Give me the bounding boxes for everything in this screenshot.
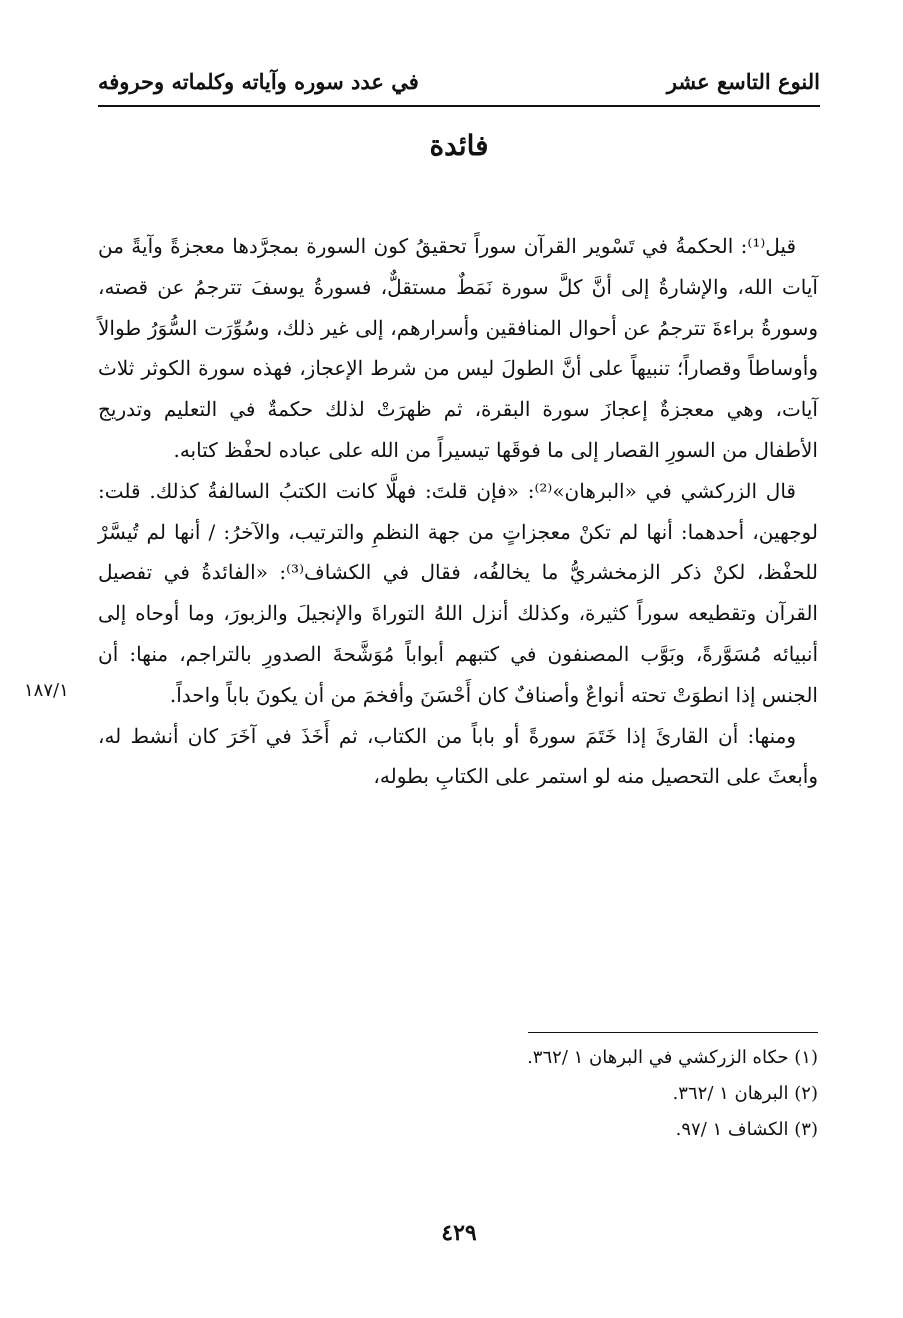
footnotes (300, 1040, 818, 1148)
margin-page-reference: ١٨٧/١ (24, 680, 69, 701)
body-text (98, 226, 818, 797)
paragraph: قيل⁽¹⁾: الحكمةُ في تَسْوير القرآن سوراً تحقيقُ كون السورة بمجرَّدها معجزةً وآيةً من آيات الله، والإشارةُ إلى أنَّ كلَّ سورة نَمَطٌ مستقلٌّ، فسورةُ يوسفَ تترجمُ عن قصته، وسورةُ براءةَ تترجمُ عن أحوال المنافقين وأسرارهم، إلى غير ذلك، وسُوِّرَت السُّوَرُ طوالاً وأوساطاً وقصاراً؛ تنبيهاً على أنَّ الطولَ ليس من شرط الإعجاز، فهذه سورة الكوثر ثلاث آيات، وهي معجزةٌ إعجازَ سورة البقرة، ثم ظهرَتْ لذلك حكمةٌ في التعليم وتدريج الأطفال من السورِ القصار إلى ما فوقَها تيسيراً من الله على عباده لحفْظ كتابه. (98, 234, 818, 462)
paragraph: ومنها: أن القارئَ إذا خَتَمَ سورةً أو باباً من الكتاب، ثم أَخَذَ في آخَرَ كان أنشط له، وأبعثَ على التحصيل منه لو استمر على الكتابِ بطوله، (98, 723, 818, 789)
section-title: فائدة (429, 129, 489, 162)
running-header (98, 62, 820, 102)
header-divider (98, 105, 820, 107)
footnote: (٢) البرهان ١ /٣٦٢. (672, 1083, 818, 1104)
paragraph: قال الزركشي في «البرهان»⁽²⁾: «فإن قلتَ: فهلَّا كانت الكتبُ السالفةُ كذلك. قلت: لوجهين، أحدهما: أنها لم تكنْ معجزاتٍ من جهة النظمِ والترتيب، والآخرُ: / أنها لم تُيسَّرْ للحفْظ، لكنْ ذكر الزمخشريُّ ما يخالفُه، فقال في الكشاف⁽³⁾: «الفائدةُ في تفصيل القرآن وتقطيعه سوراً كثيرة، وكذلك أنزل اللهُ التوراةَ والإنجيلَ والزبورَ، وما أوحاه إلى أنبيائه مُسَوَّرةً، وبَوَّب المصنفون في كتبهم أبواباً مُوَشَّحةَ الصدورِ بالتراجم، منها: أن الجنس إذا انطوَتْ تحته أنواعٌ وأصنافٌ كان أَحْسَنَ وأفخمَ من أن يكونَ باباً واحداً. (98, 478, 818, 707)
header-chapter-subtitle: في عدد سوره وآياته وكلماته وحروفه (98, 69, 419, 94)
page-number: ٤٢٩ (441, 1220, 477, 1246)
footnote: (١) حكاه الزركشي في البرهان ١ /٣٦٢. (527, 1047, 818, 1068)
header-chapter-title: النوع التاسع عشر (666, 69, 820, 94)
footnote: (٣) الكشاف ١ /٩٧. (675, 1119, 818, 1140)
footnote-divider (528, 1032, 818, 1033)
